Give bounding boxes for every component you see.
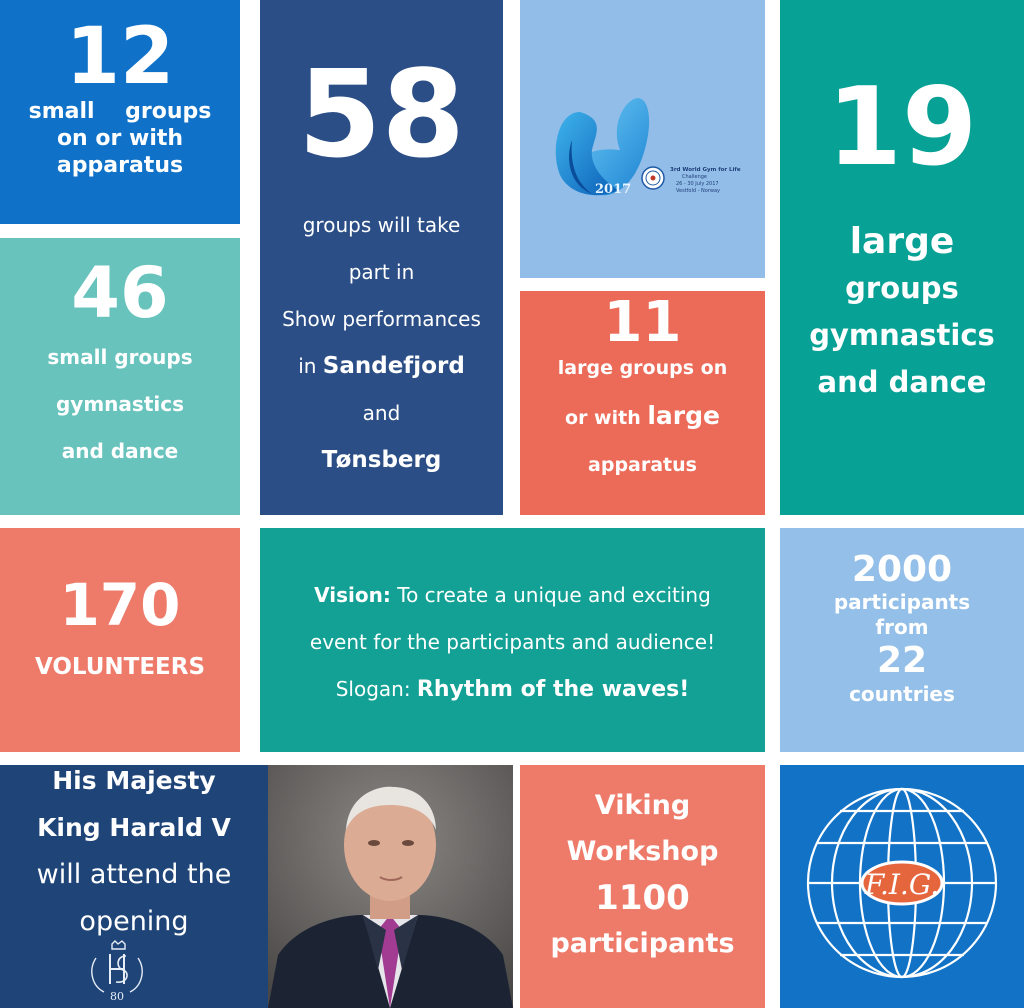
- stat-label: [780, 218, 1024, 406]
- king-line: His Majesty: [52, 766, 216, 795]
- label-prefix: in: [298, 354, 323, 378]
- logo-year: 2017: [595, 182, 632, 197]
- stat-number: 11: [603, 291, 682, 355]
- stat-tile-large-groups-apparatus: [520, 291, 765, 515]
- label-line: Show performances: [282, 307, 481, 331]
- king-attendance-tile: [0, 765, 268, 1008]
- label-line: groups will take: [302, 213, 461, 237]
- label-line: Viking: [594, 790, 691, 821]
- stat-label: [0, 98, 240, 179]
- label-line: Workshop: [566, 836, 719, 867]
- stat-tile-viking-workshop: [520, 765, 765, 1008]
- stat-number: 12: [65, 12, 175, 102]
- label-line: gymnastics: [809, 318, 995, 352]
- label-line: gymnastics: [55, 392, 184, 416]
- stat-label: VOLUNTEERS: [34, 654, 206, 680]
- label-emphasis: large: [647, 401, 720, 430]
- stat-tile-participants-countries: [780, 528, 1024, 752]
- royal-monogram-icon: [82, 940, 152, 1002]
- city-tonsberg: Tønsberg: [321, 447, 442, 473]
- label-line: apparatus: [588, 454, 697, 476]
- stat-tile-small-groups-apparatus: [0, 0, 240, 224]
- label-line: from: [875, 615, 929, 639]
- stat-number-countries: 22: [876, 640, 928, 681]
- label-line: small groups: [28, 99, 212, 124]
- slogan-text: Rhythm of the waves!: [416, 677, 690, 702]
- stat-label: [520, 345, 765, 489]
- king-line: opening: [79, 906, 189, 937]
- label-line: small groups: [47, 345, 193, 369]
- stat-number: 58: [298, 46, 465, 185]
- vision-content: To create a unique and exciting: [390, 583, 711, 607]
- label-line: apparatus: [56, 153, 184, 178]
- event-logo-tile: [520, 0, 765, 278]
- king-line: King Harald V: [37, 813, 231, 842]
- logo-event-line: 26 - 30 July 2017: [676, 181, 719, 187]
- viking-text: [520, 783, 765, 967]
- logo-event-line: Challenge: [682, 174, 707, 180]
- label-line: [520, 392, 765, 442]
- monogram-number: 80: [110, 990, 124, 1002]
- butterfly-logo-icon: [520, 0, 765, 278]
- fig-logo-tile: [780, 765, 1024, 1008]
- stat-number: 19: [826, 65, 978, 190]
- stat-label: [260, 202, 503, 484]
- vision-label: Vision:: [314, 583, 391, 607]
- label-prefix: or with: [565, 407, 648, 429]
- logo-event-line: Vestfold - Norway: [676, 188, 721, 194]
- label-line: and: [362, 401, 401, 425]
- stat-tile-show-performances: [260, 0, 503, 515]
- king-text: [0, 765, 268, 945]
- fig-globe-logo-icon: [780, 765, 1024, 1008]
- stat-tile-small-groups-gymnastics: [0, 238, 240, 515]
- label-line: large groups on: [557, 357, 728, 379]
- label-line: on or with: [56, 126, 184, 151]
- vision-line: [260, 572, 765, 619]
- king-portrait-photo: [268, 765, 513, 1008]
- label-line: [260, 343, 503, 390]
- vision-slogan-tile: [260, 528, 765, 752]
- vision-line: event for the participants and audience!: [309, 630, 716, 654]
- king-line: will attend the: [36, 859, 232, 890]
- label-line: and dance: [61, 439, 179, 463]
- city-sandefjord: Sandefjord: [322, 353, 465, 379]
- vision-text: [260, 572, 765, 713]
- label-line: participants: [550, 928, 735, 959]
- slogan-label: Slogan:: [335, 677, 417, 701]
- label-line: and dance: [817, 365, 987, 399]
- logo-event-line: 3rd World Gym for Life: [670, 167, 741, 173]
- stat-number: 2000: [851, 549, 953, 590]
- stat-tile-large-groups-gymnastics: [780, 0, 1024, 515]
- label-line: groups: [845, 271, 959, 305]
- portrait-image: [268, 765, 513, 1008]
- fig-label: F.I.G.: [864, 868, 940, 901]
- label-line: participants: [833, 590, 971, 614]
- stat-tile-volunteers: [0, 528, 240, 752]
- stat-label: [0, 334, 240, 475]
- label-line: countries: [849, 682, 955, 706]
- stat-number: 170: [59, 571, 181, 639]
- stat-number: 46: [71, 252, 169, 334]
- slogan-line: [260, 666, 765, 713]
- stat-number: 1100: [595, 878, 690, 918]
- label-line: part in: [348, 260, 415, 284]
- label-line: large: [849, 221, 955, 262]
